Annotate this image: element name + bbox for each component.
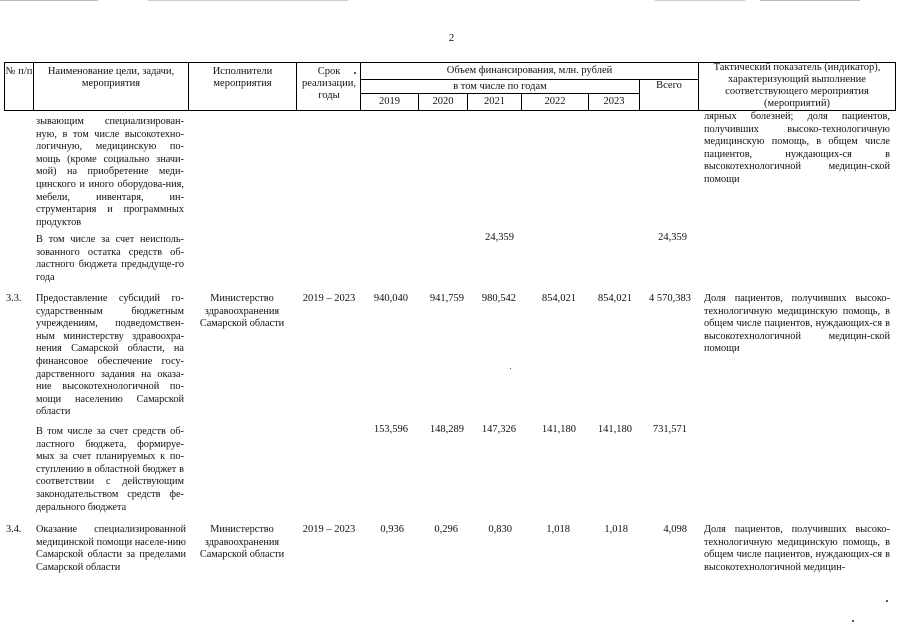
row-indicator: лярных болезней; доля пациентов, получивших высоко-технологичную медицинскую помощь, в общем числе пациентов, нуждающих-ся в высокотехнологичной медицин-ской помощи (704, 111, 890, 185)
header-term: Срок реализации, годы (302, 66, 356, 101)
header-executors: Исполнители мероприятия (212, 66, 273, 89)
row-num: 3.4. (6, 524, 22, 535)
row-value-2019: 153,596 (373, 424, 408, 435)
scan-artifact-line (655, 0, 745, 1)
header-year-2022: 2022 (544, 96, 566, 107)
row-value-2020: 941,759 (429, 293, 464, 304)
row-value-2021: 980,542 (481, 293, 516, 304)
header-total: Всего (656, 80, 682, 91)
row-value-2020: 148,289 (429, 424, 464, 435)
header-year-2023: 2023 (603, 96, 625, 107)
row-total: 4 570,383 (649, 293, 691, 304)
row-name: В том числе за счет неисполь-зованного остатка средств об-ластного бюджета предыдуще-го года (36, 234, 184, 283)
row-value-2023: 1,018 (604, 524, 628, 535)
row-name: Предоставление субсидий го-сударственным бюджетным учреждениям, подведомствен-ным министерству здравоохра-нения Самарской области, на финансовое обеспечение госу-дарственного задания на оказа-ние высокотехнологичной по-мощи населению Самарской области (36, 293, 184, 418)
row-value-2022: 141,180 (541, 424, 576, 435)
header-by-years: в том числе по годам (453, 81, 547, 92)
header-year-2021: 2021 (484, 96, 505, 107)
row-indicator: Доля пациентов, получивших высоко-технологичную медицинскую помощь, в общем числе пациентов, нуждающих-ся в высокотехнологичной медицин- (704, 524, 890, 573)
row-total: 4,098 (663, 524, 687, 535)
scan-artifact-line (0, 0, 98, 1)
row-value-2021: 24,359 (485, 232, 514, 243)
row-indicator: Доля пациентов, получивших высоко-технологичную медицинскую помощь, в общем числе пациентов, нуждающих-ся в высокотехнологичной медицин-ской помощи (704, 293, 890, 355)
row-num: 3.3. (6, 293, 22, 304)
row-executor: Министерство здравоохранения Самарской области (199, 524, 285, 561)
header-num: № п/п (5, 66, 33, 77)
page-number: 2 (448, 32, 455, 44)
row-value-2019: 940,040 (373, 293, 408, 304)
row-value-2023: 854,021 (597, 293, 632, 304)
row-value-2019: 0,936 (380, 524, 404, 535)
scan-artifact-line (148, 0, 348, 1)
row-value-2020: 0,296 (434, 524, 458, 535)
header-year-2020: 2020 (432, 96, 454, 107)
row-term: 2019 – 2023 (302, 293, 356, 304)
row-name: В том числе за счет средств об-ластного бюджета, формируе-мых за счет планируемых к по-ступлению в областной бюджет в соответствии с действующим законодательством средств фе-дерального бюджета (36, 426, 184, 513)
row-value-2023: 141,180 (597, 424, 632, 435)
row-total: 731,571 (652, 424, 687, 435)
header-finance: Объем финансирования, млн. рублей (446, 65, 613, 76)
row-value-2021: 147,326 (481, 424, 516, 435)
header-year-2019: 2019 (379, 96, 400, 107)
scan-speck (886, 600, 888, 602)
scan-artifact-line (760, 0, 860, 1)
row-term: 2019 – 2023 (302, 524, 356, 535)
row-name: зывающим специализирован-ную, в том числе высокотехно-логичную, медицинскую по-мощь (кроме социально значи-мой) на приобретение меди-цинского и иного оборудова-ния, мебели, инвентаря, ин-струментария и программных продуктов (36, 116, 184, 228)
row-value-2022: 1,018 (546, 524, 570, 535)
header-indicator: Тактический показатель (индикатор), характеризующий выполнение соответствующего мероприятия (мероприятий) (713, 62, 881, 109)
scan-speck (852, 620, 854, 622)
row-value-2021: 0,830 (488, 524, 512, 535)
row-name: Оказание специализированной медицинской помощи населе-нию Самарской области за пределами Самарской области (36, 524, 186, 573)
header-name: Наименование цели, задачи, мероприятия (47, 66, 175, 89)
scan-speck (510, 368, 511, 369)
row-executor: Министерство здравоохранения Самарской области (199, 293, 285, 330)
scan-speck (354, 72, 356, 74)
row-value-2022: 854,021 (541, 293, 576, 304)
row-total: 24,359 (658, 232, 687, 243)
